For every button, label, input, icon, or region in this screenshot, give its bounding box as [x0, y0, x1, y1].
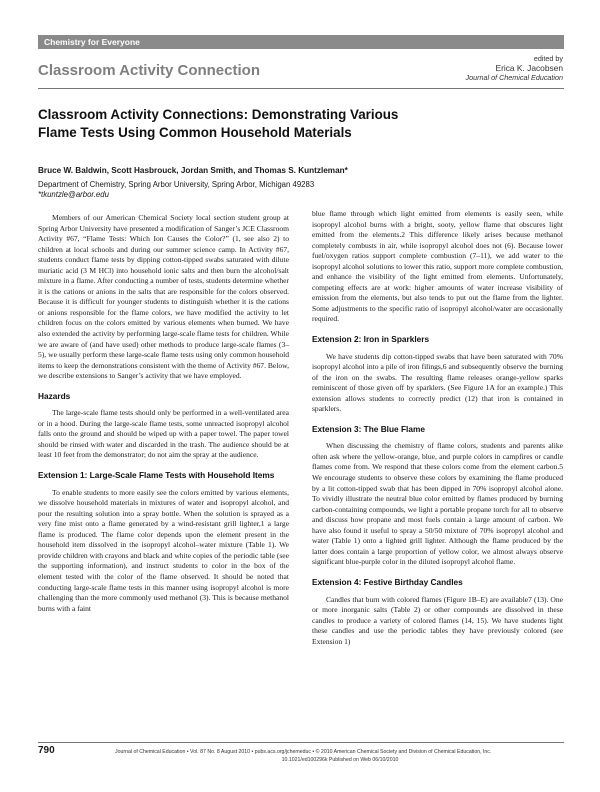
article-title: Classroom Activity Connections: Demonstrating Various Flame Tests Using Common Household Materials	[38, 107, 399, 140]
footer-rule	[38, 742, 564, 743]
extension-4-heading: Extension 4: Festive Birthday Candles	[312, 576, 463, 587]
header-rule	[38, 88, 564, 89]
extension-2-paragraph: We have students dip cotton-tipped swabs that have been saturated with 70% isopropyl alcohol into a pile of iron filings,6 and subsequently observe the burning of the iron on the swabs. The resulting flame releases orange-yellow sparks reminiscent of those given off by sparklers. (See Figure 1A for an example.) This extension allows students to correctly predict (12) that iron is contained in sparklers.	[312, 351, 563, 414]
continued-paragraph: blue flame through which light emitted from elements is easily seen, while isopropyl alcohol burns with a bright, sooty, yellow flame that obscures light emitted from the elements.2 This difference likely arises because methanol completely combusts in air, while isopropyl alcohol does not (6). Because lower fuel/oxygen ratios support complete combustion (7–11), we add water to the isopropyl alcohol solutions to lower this ratio, support more complete combustion, and enhance the visibility of the light emitted from elements. Unfortunately, competing effects are at work: higher amounts of water increase visibility of emission from the elements, but also tends to put out the flame from the lighter. Some adjustments to the specific ratio of isopropyl alcohol/water are occasionally required.	[312, 209, 563, 324]
editor-journal: Journal of Chemical Education	[465, 73, 563, 82]
footer-line-1: Journal of Chemical Education • Vol. 87 No. 8 August 2010 • pubs.acs.org/jchemeduc • © 2010 American Chemical Society and Division of Chemical Education, Inc.	[115, 749, 492, 755]
affiliation: Department of Chemistry, Spring Arbor University, Spring Arbor, Michigan 49283	[38, 180, 315, 189]
extension-4-paragraph: Candles that burn with colored flames (Figure 1B–E) are available7 (13). One or more inorganic salts (Table 2) or other compounds are dissolved in these candles to produce a variety of colored flames (14, 15). We have students light these candles and use the periodic tables they have previously colored (see Extension 1)	[312, 594, 563, 646]
page-number: 790	[38, 745, 55, 756]
editor-block	[466, 54, 563, 83]
contact-email: *tkuntzle@arbor.edu	[38, 190, 109, 199]
section-heading: Classroom Activity Connection	[38, 62, 260, 79]
hazards-paragraph: The large-scale flame tests should only be performed in a well-ventilated area or in a hood. During the large-scale flame tests, some unreacted isopropyl alcohol falls onto the ground and should be wiped up with a paper towel. The paper towel should be rinsed with water and discarded in the trash. The audience should be at least 10 feet from the demonstrator; do not aim the spray at the audience.	[38, 408, 289, 460]
right-column	[312, 209, 563, 647]
hazards-heading: Hazards	[38, 390, 71, 401]
article-authors: Bruce W. Baldwin, Scott Hasbrouck, Jordan Smith, and Thomas S. Kuntzleman*	[38, 166, 348, 175]
footer-line-2: 10.1021/ed100296k Published on Web 06/10/2010	[281, 757, 399, 763]
extension-1-heading: Extension 1: Large-Scale Flame Tests with Household Items	[38, 470, 275, 481]
left-column	[38, 213, 289, 614]
editor-name: Erica K. Jacobsen	[495, 62, 563, 73]
intro-paragraph: Members of our American Chemical Society local section student group at Spring Arbor University have presented a modification of Sanger’s JCE Classroom Activity #67, “Flame Tests: Which Ion Causes the Color?” (1, see also 2) to children at local schools and during our summer science camp. In Activity #67, students conduct flame tests by dipping cotton-tipped swabs saturated with dilute muriatic acid (3 M HCl) into household ionic salts and then burn the alcohol/salt mixture in a flame. After conducting a number of tests, students determine whether it is the cations or anions in the salts that are responsible for the colors observed. Because it is difficult for younger students to distinguish whether it is the cations or anions responsible for the flame colors, we have modified the activity to let children focus on the colors emitted by various elements when burned. We have also extended the activity by performing large-scale flame tests for children. While we are aware of (and have used) other methods to produce large-scale flames (3–5), we usually perform these large-scale flame tests using only common household items to keep the demonstrations consistent with the theme of Activity #67. Below, we describe extensions to Sanger’s activity that we have employed.	[38, 213, 289, 381]
extension-3-heading: Extension 3: The Blue Flame	[312, 423, 425, 434]
editor-label: edited by	[533, 54, 563, 63]
extension-2-heading: Extension 2: Iron in Sparklers	[312, 334, 430, 345]
footer-citation	[115, 748, 565, 764]
affiliation-block	[38, 180, 314, 200]
extension-1-paragraph: To enable students to more easily see the colors emitted by various elements, we dissolve household materials in mixtures of water and isopropyl alcohol, and pour the resulting solution into a spray bottle. When the solution is sprayed as a very fine mist onto a flame generated by a wind-resistant grill lighter,1 a large flame is produced. The flame color depends upon the element present in the household item dissolved in the isopropyl alcohol–water mixture (Table 1). We provide children with crayons and black and white copies of the periodic table (see the supporting information), and instruct students to color in the box of the element tested with the color of the flame observed. It should be noted that conducting large-scale flame tests in this manner using isopropyl alcohol is more challenging than the more commonly used methanol (3). This is because methanol burns with a faint	[38, 487, 289, 613]
extension-3-paragraph: When discussing the chemistry of flame colors, students and parents alike often ask where the yellow-orange, blue, and purple colors in campfires or candle flames come from. We respond that these colors come from the element carbon.5 We encourage students to observe these colors by examining the flame produced by a lit cotton-tipped swab that has been dipped in 70% isopropyl alcohol alone. To vividly illustrate the neutral blue color emitted by flames produced by burning carbon-containing compounds, we light a portable propane torch for all to observe and discuss how propane and most fuels contain a large amount of carbon. We have also found it useful to spray a 50/50 mixture of 70% isopropyl alcohol and water (Table 1) onto a lighted grill lighter. Although the flame produced by the latter does contain a large proportion of yellow color, we almost always observe significant blue-purple color in the diluted isopropyl alcohol flame.	[312, 441, 563, 567]
column-banner: Chemistry for Everyone	[38, 35, 564, 49]
